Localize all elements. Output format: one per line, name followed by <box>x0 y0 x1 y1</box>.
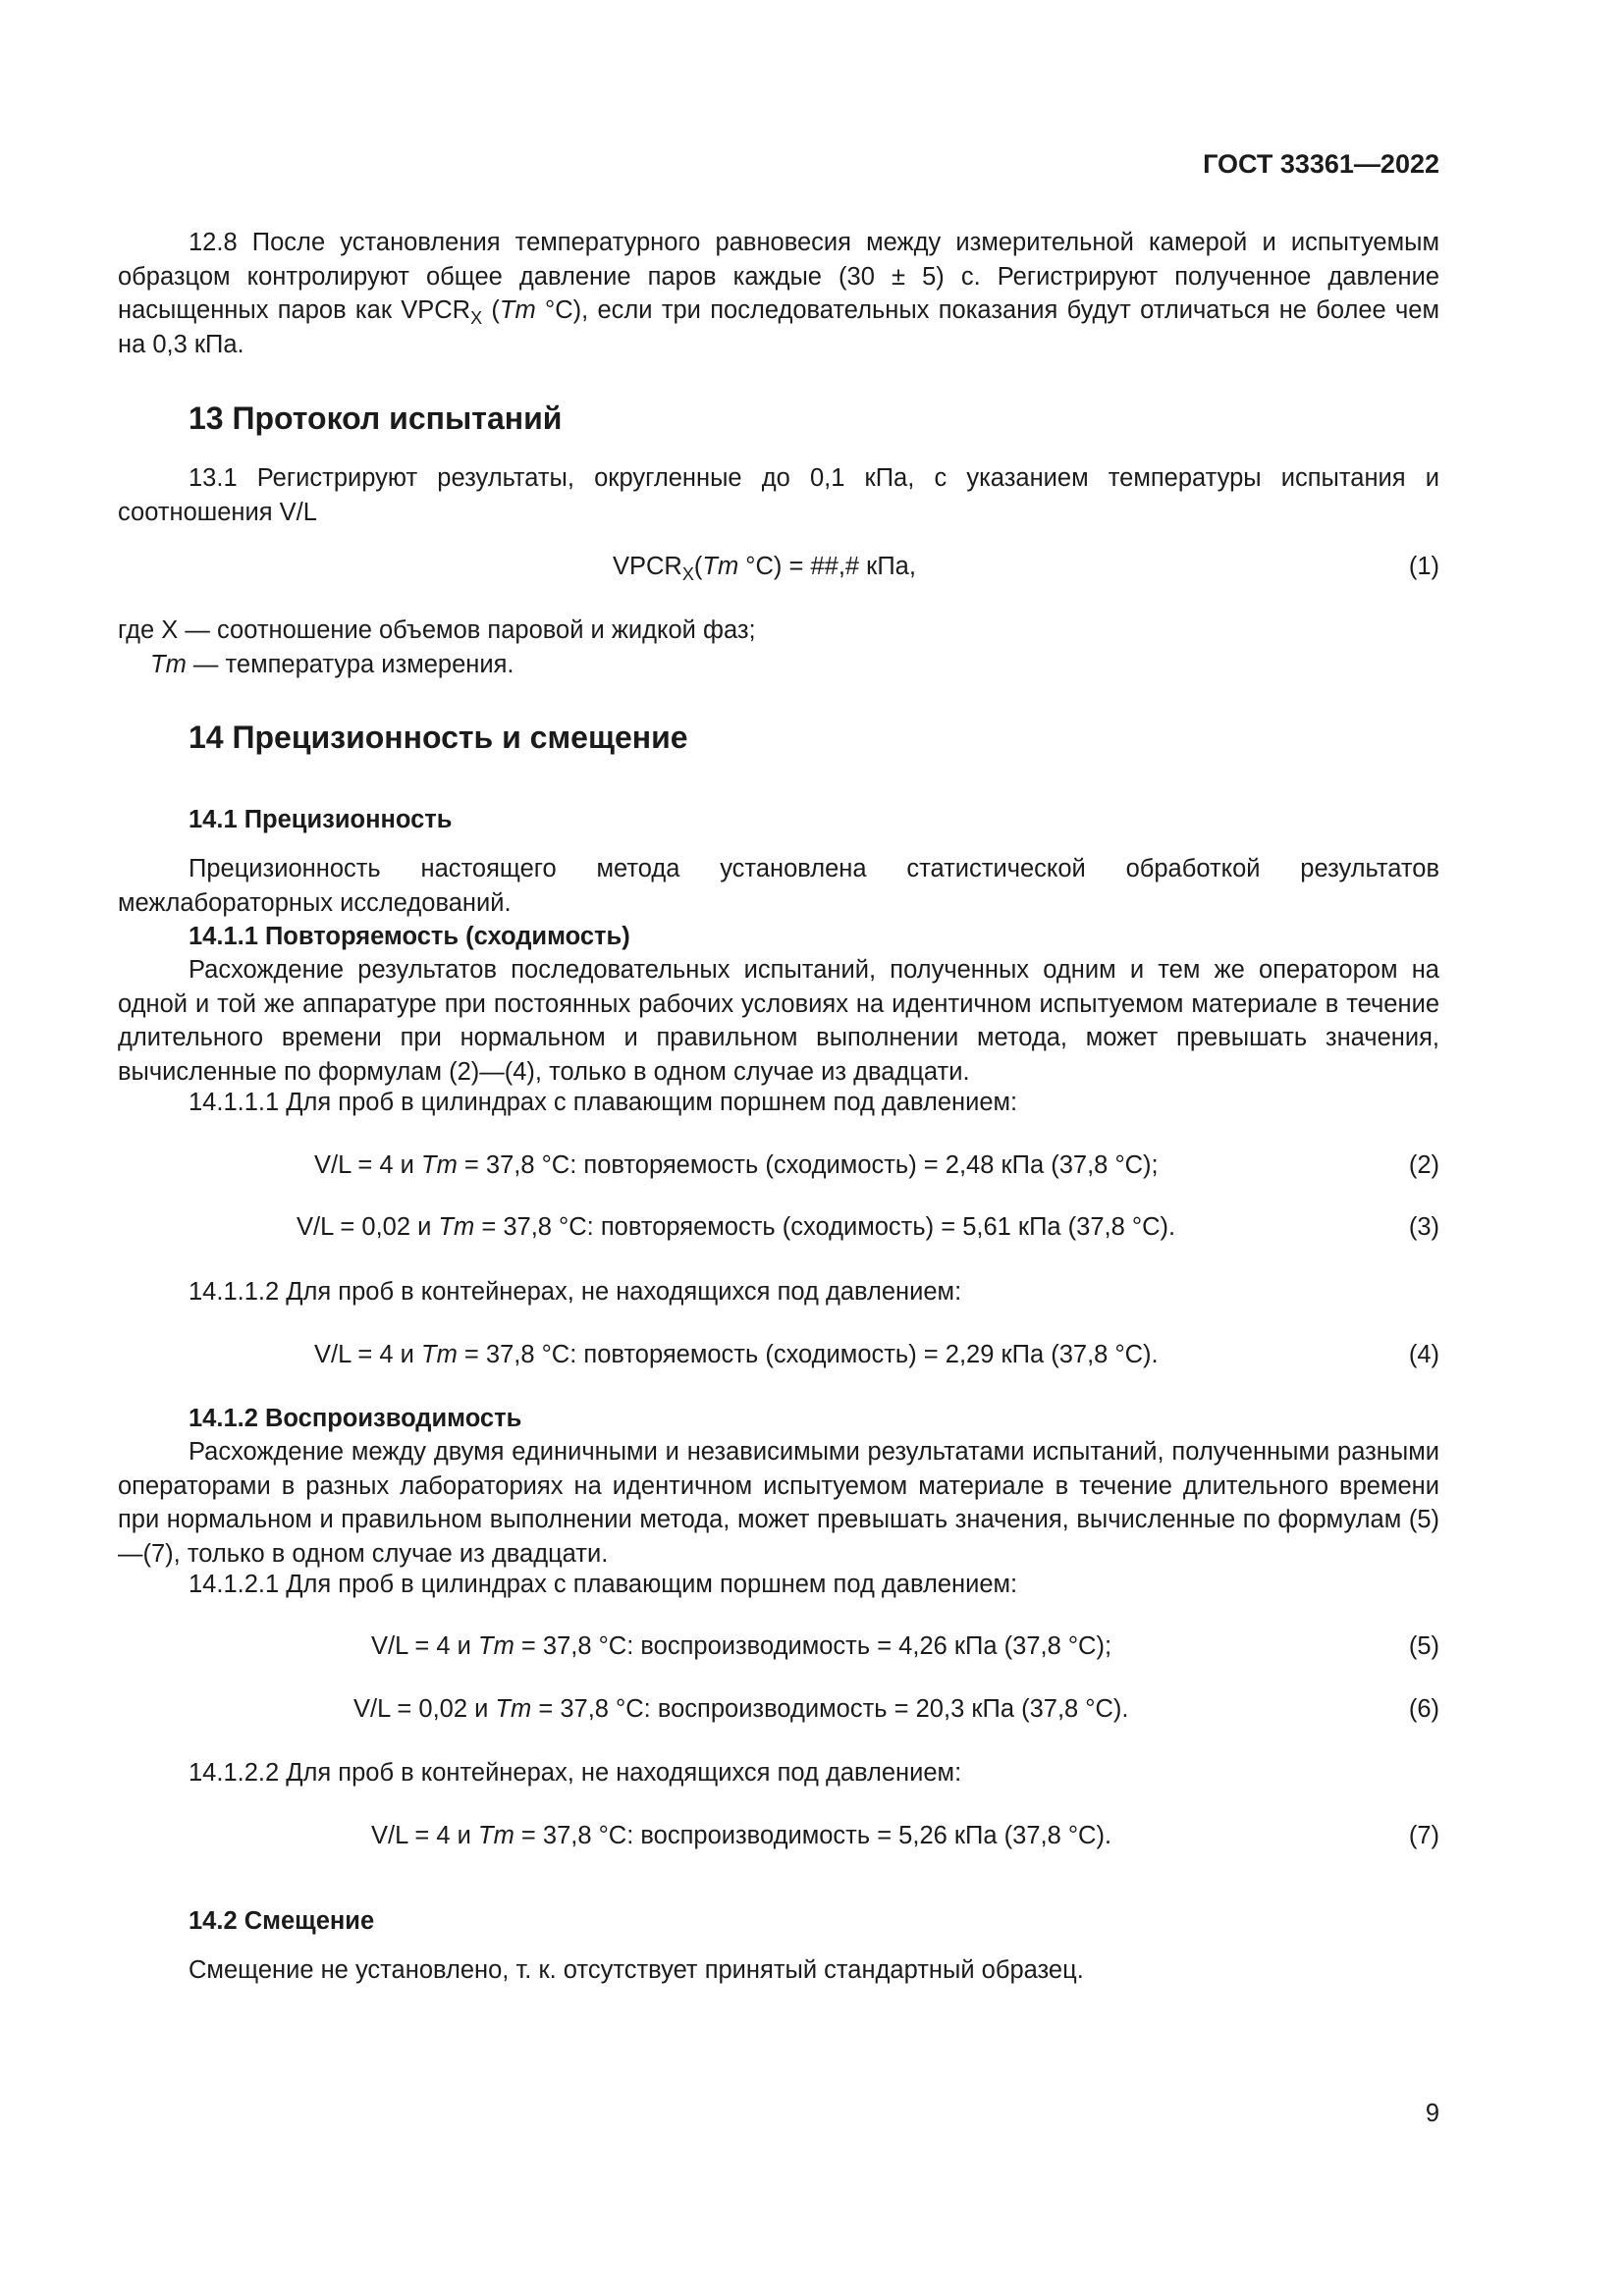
equation-6-formula: V/L = 0,02 и Tm = 37,8 °C: воспроизводимость = 20,3 кПа (37,8 °C). <box>353 1695 1129 1723</box>
paragraph-14-2: Смещение не установлено, т. к. отсутствует принятый стандартный образец. <box>189 1956 1084 1984</box>
standard-header: ГОСТ 33361—2022 <box>1203 149 1439 179</box>
equation-4-formula: V/L = 4 и Tm = 37,8 °C: повторяемость (сходимость) = 2,29 кПа (37,8 °C). <box>314 1341 1159 1368</box>
equation-1-formula: $VPCR_X(Tm$ °C) = ##,# кПа, <box>613 553 916 584</box>
section-14-1-1-heading: 14.1.1 Повторяемость (сходимость) <box>189 923 630 950</box>
equation-3-number: (3) <box>1408 1213 1439 1241</box>
paragraph-12-8: 12.8 После установления температурного равновесия между измерительной камерой и испытуемым образцом контролируют общее давление паров каждые (30 ± 5) с. Регистрируют полученное давление насыщенных паров как $VPCR_X$ (Tm °C), если три последовательных показания будут отличаться не более чем на 0,3 кПа. <box>118 229 1440 358</box>
paragraph-14-1: Прецизионность настоящего метода установлена статистической обработкой результатов межлабораторных исследований. <box>118 855 1439 917</box>
section-14-2-heading: 14.2 Смещение <box>189 1907 375 1935</box>
paragraph-13-1: 13.1 Регистрируют результаты, округленные до 0,1 кПа, с указанием температуры испытания и соотношения V/L <box>118 464 1439 526</box>
equation-7-formula: V/L = 4 и Tm = 37,8 °C: воспроизводимость = 5,26 кПа (37,8 °C). <box>371 1822 1112 1849</box>
equation-1-number: (1) <box>1408 553 1439 580</box>
paragraph-14-1-1-2: 14.1.1.2 Для проб в контейнерах, не находящихся под давлением: <box>189 1278 962 1306</box>
equation-6-number: (6) <box>1408 1695 1439 1723</box>
equation-4-number: (4) <box>1408 1341 1439 1368</box>
section-13-heading: 13 Протокол испытаний <box>189 400 563 436</box>
paragraph-14-1-1-1: 14.1.1.1 Для проб в цилиндрах с плавающим поршнем под давлением: <box>189 1089 1018 1116</box>
equation-2-number: (2) <box>1408 1151 1439 1179</box>
where-tm: Tm — температура измерения. <box>150 651 514 678</box>
equation-3-formula: V/L = 0,02 и Tm = 37,8 °C: повторяемость (сходимость) = 5,61 кПа (37,8 °C). <box>297 1213 1176 1241</box>
section-14-1-heading: 14.1 Прецизионность <box>189 806 453 833</box>
equation-7-number: (7) <box>1408 1822 1439 1849</box>
where-x: где X — соотношение объемов паровой и жидкой фаз; <box>118 616 756 644</box>
section-14-heading: 14 Прецизионность и смещение <box>189 720 688 755</box>
paragraph-14-1-2-1: 14.1.2.1 Для проб в цилиндрах с плавающим поршнем под давлением: <box>189 1571 1018 1598</box>
equation-2-formula: V/L = 4 и Tm = 37,8 °C: повторяемость (сходимость) = 2,48 кПа (37,8 °C); <box>314 1151 1159 1179</box>
section-14-1-2-heading: 14.1.2 Воспроизводимость <box>189 1405 522 1432</box>
equation-5-number: (5) <box>1408 1632 1439 1660</box>
paragraph-14-1-1: Расхождение результатов последовательных испытаний, полученных одним и тем же оператором на одной и той же аппаратуре при постоянных рабочих условиях на идентичном испытуемом материале в течение длительного времени при нормальном и правильном выполнении метода, может превышать значения, вычисленные по формулам (2)—(4), только в одном случае из двадцати. <box>118 956 1439 1086</box>
page-number: 9 <box>1425 2100 1439 2127</box>
equation-5-formula: V/L = 4 и Tm = 37,8 °C: воспроизводимость = 4,26 кПа (37,8 °C); <box>371 1632 1112 1660</box>
paragraph-14-1-2-2: 14.1.2.2 Для проб в контейнерах, не находящихся под давлением: <box>189 1759 962 1787</box>
paragraph-14-1-2: Расхождение между двумя единичными и независимыми результатами испытаний, полученными разными операторами в разных лабораториях на идентичном испытуемом материале в течение длительного времени при нормальном и правильном выполнении метода, может превышать значения, вычисленные по формулам (5)—(7), только в одном случае из двадцати. <box>118 1438 1439 1568</box>
